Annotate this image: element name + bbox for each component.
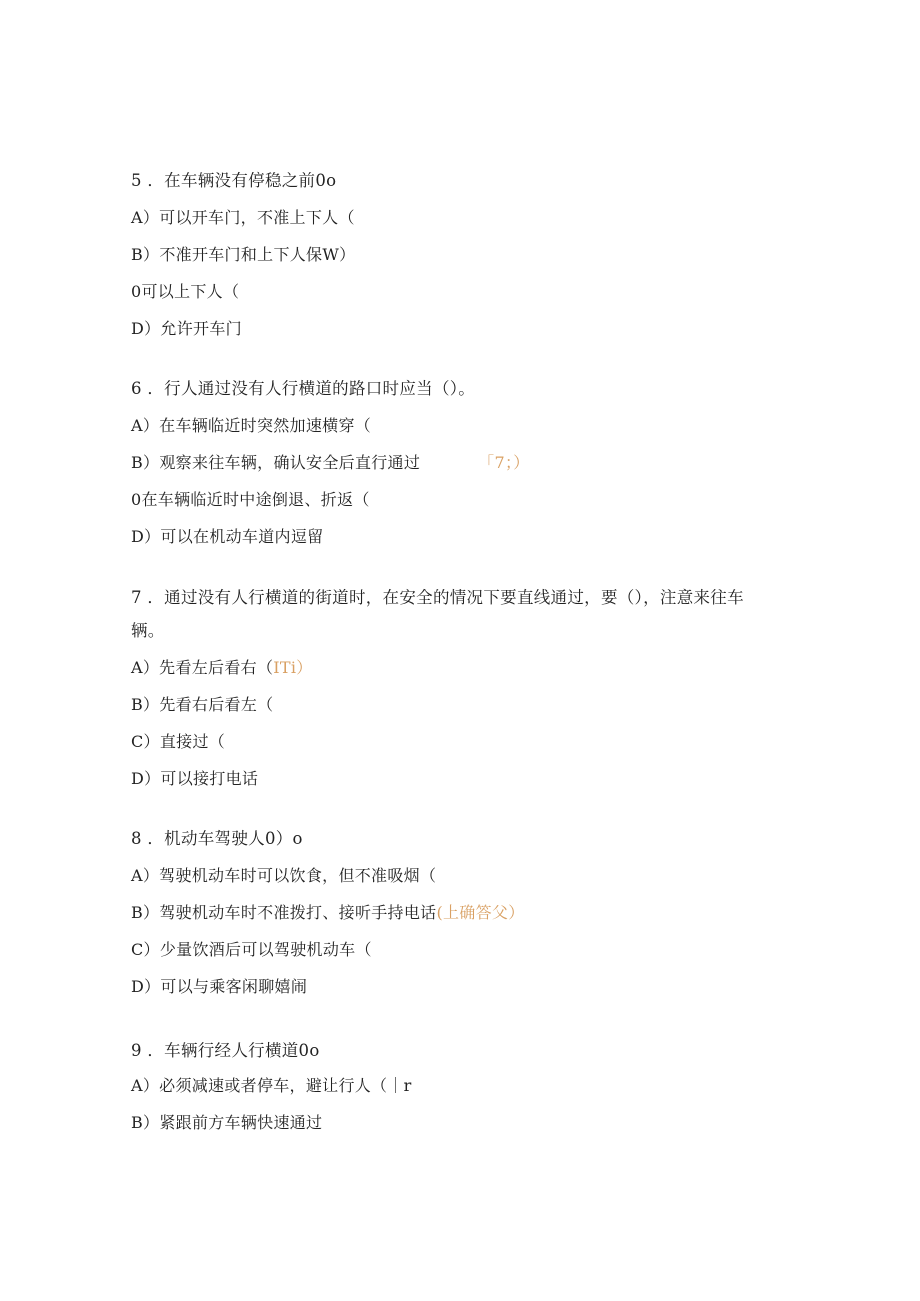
question-6-option-d: D）可以在机动车道内逗留 [131, 527, 324, 546]
question-9-title: 9 ．车辆行经人行横道0o [131, 1041, 320, 1060]
question-5-option-a: A）可以开车门，不准上下人（ [131, 208, 355, 227]
question-8-option-b-text: B）驾驶机动车时不准拨打、接听手持电话 [131, 903, 437, 922]
question-7-option-a-text: A）先看左后看右（ [131, 658, 274, 677]
question-7-option-b: B）先看右后看左（ [131, 695, 274, 714]
question-8-option-c: C）少量饮酒后可以驾驶机动车（ [131, 940, 372, 959]
question-8-option-d: D）可以与乘客闲聊嬉闹 [131, 977, 308, 996]
question-7-answer-mark: ITi） [273, 658, 313, 677]
question-7-option-a [131, 658, 313, 678]
question-6-option-b-text: B）观察来往车辆，确认安全后直行通过 [131, 453, 421, 472]
question-7-option-d: D）可以接打电话 [131, 769, 259, 788]
question-6-option-b [131, 453, 530, 473]
question-5-option-d: D）允许开车门 [131, 319, 242, 338]
question-6-title: 6 ．行人通过没有人行横道的路口时应当（）。 [131, 379, 476, 398]
question-6-option-c: 0在车辆临近时中途倒退、折返（ [131, 490, 370, 509]
question-8-answer-mark: (上确答父） [436, 903, 525, 922]
question-5-option-c: 0可以上下人（ [131, 282, 240, 301]
question-8-title: 8 ．机动车驾驶人0）o [131, 829, 303, 848]
question-6-answer-mark: 「7；） [478, 453, 530, 472]
question-9-option-b: B）紧跟前方车辆快速通过 [131, 1113, 323, 1132]
question-7-title-line1: 7 ．通过没有人行横道的街道时，在安全的情况下要直线通过，要（），注意来往车 [131, 588, 744, 607]
question-6-option-a: A）在车辆临近时突然加速横穿（ [131, 416, 372, 435]
question-5-option-b: B）不准开车门和上下人保W） [131, 245, 356, 264]
question-8-option-b [131, 903, 525, 923]
question-8-option-a: A）驾驶机动车时可以饮食，但不准吸烟（ [131, 866, 437, 885]
question-5-title: 5 ．在车辆没有停稳之前0o [131, 171, 337, 190]
question-9-option-a: A）必须减速或者停车，避让行人（｜r [131, 1076, 412, 1095]
question-7-title-line2: 辆。 [131, 621, 165, 640]
question-7-option-c: C）直接过（ [131, 732, 226, 751]
